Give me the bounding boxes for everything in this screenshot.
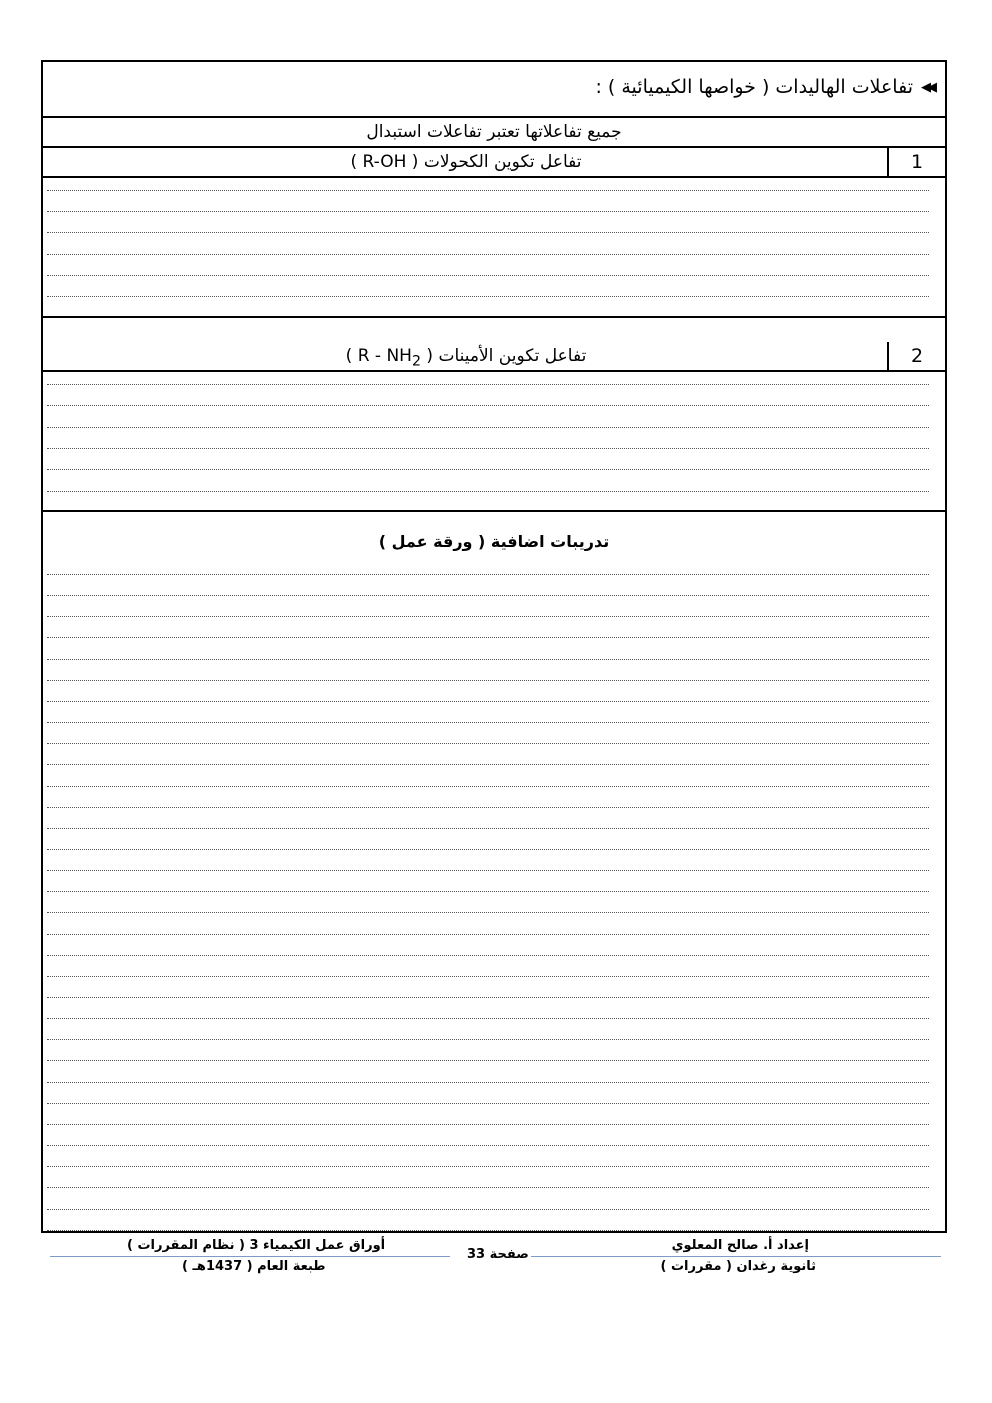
dotted-answer-line [47,912,929,913]
dotted-answer-line [47,275,929,276]
answer-lines-3 [47,562,929,1232]
dotted-answer-line [47,405,929,406]
book-title: أوراق عمل الكيمياء 3 ( نظام المقررات ) [127,1238,386,1253]
item-formula: ( R-OH ) [350,152,419,172]
dotted-answer-line [47,1230,929,1231]
page-number: صفحة 33 [467,1247,529,1262]
dotted-answer-line [47,976,929,977]
dotted-answer-line [47,786,929,787]
dotted-answer-line [47,997,929,998]
dotted-answer-line [47,469,929,470]
dotted-answer-line [47,743,929,744]
dotted-answer-line [47,384,929,385]
dotted-answer-line [47,764,929,765]
dotted-answer-line [47,1082,929,1083]
divider [43,316,945,318]
item-row-2 [43,342,945,372]
dotted-answer-line [47,1124,929,1125]
dotted-answer-line [47,491,929,492]
dotted-answer-line [47,807,929,808]
double-arrow-left-icon: ◀◀ [921,79,933,95]
dotted-answer-line [47,955,929,956]
dotted-answer-line [47,849,929,850]
author-line: إعداد أ. صالح المعلوي [671,1238,809,1253]
dotted-answer-line [47,1018,929,1019]
title-row [43,62,945,118]
dotted-answer-line [47,680,929,681]
item-label [43,148,889,176]
dotted-answer-line [47,934,929,935]
item-label [43,342,889,370]
intro-row: جميع تفاعلاتها تعتبر تفاعلات استبدال [43,118,945,148]
item-number: 2 [887,342,945,370]
edition-line: طبعة العام ( 1437هـ ) [182,1259,326,1274]
item-number: 1 [887,148,945,176]
dotted-answer-line [47,574,929,575]
dotted-answer-line [47,1145,929,1146]
item-label-text: تفاعل تكوين الأمينات [438,346,587,366]
divider [43,510,945,512]
item-row-1 [43,148,945,178]
dotted-answer-line [47,190,929,191]
item-formula: ( R - $NH_2$ ) [345,346,434,370]
dotted-answer-line [47,211,929,212]
dotted-answer-line [47,616,929,617]
dotted-answer-line [47,1187,929,1188]
dotted-answer-line [47,427,929,428]
answer-lines-2 [47,372,929,512]
page-footer [0,1233,992,1293]
extra-exercises-title: تدريبات اضافية ( ورقة عمل ) [378,532,610,551]
dotted-answer-line [47,891,929,892]
worksheet-frame [41,60,947,1233]
dotted-answer-line [47,1060,929,1061]
dotted-answer-line [47,659,929,660]
dotted-answer-line [47,828,929,829]
dotted-answer-line [47,1209,929,1210]
dotted-answer-line [47,637,929,638]
item-label-text: تفاعل تكوين الكحولات [423,152,582,172]
dotted-answer-line [47,870,929,871]
dotted-answer-line [47,232,929,233]
dotted-answer-line [47,254,929,255]
dotted-answer-line [47,595,929,596]
dotted-answer-line [47,722,929,723]
footer-rule [50,1256,450,1257]
section-title [595,76,933,98]
section-title-text: تفاعلات الهاليدات ( خواصها الكيميائية ) : [595,76,913,98]
footer-rule [531,1256,941,1257]
dotted-answer-line [47,1039,929,1040]
dotted-answer-line [47,448,929,449]
dotted-answer-line [47,296,929,297]
dotted-answer-line [47,1103,929,1104]
school-line: ثانوية رغدان ( مقررات ) [660,1259,816,1274]
dotted-answer-line [47,1166,929,1167]
dotted-answer-line [47,701,929,702]
